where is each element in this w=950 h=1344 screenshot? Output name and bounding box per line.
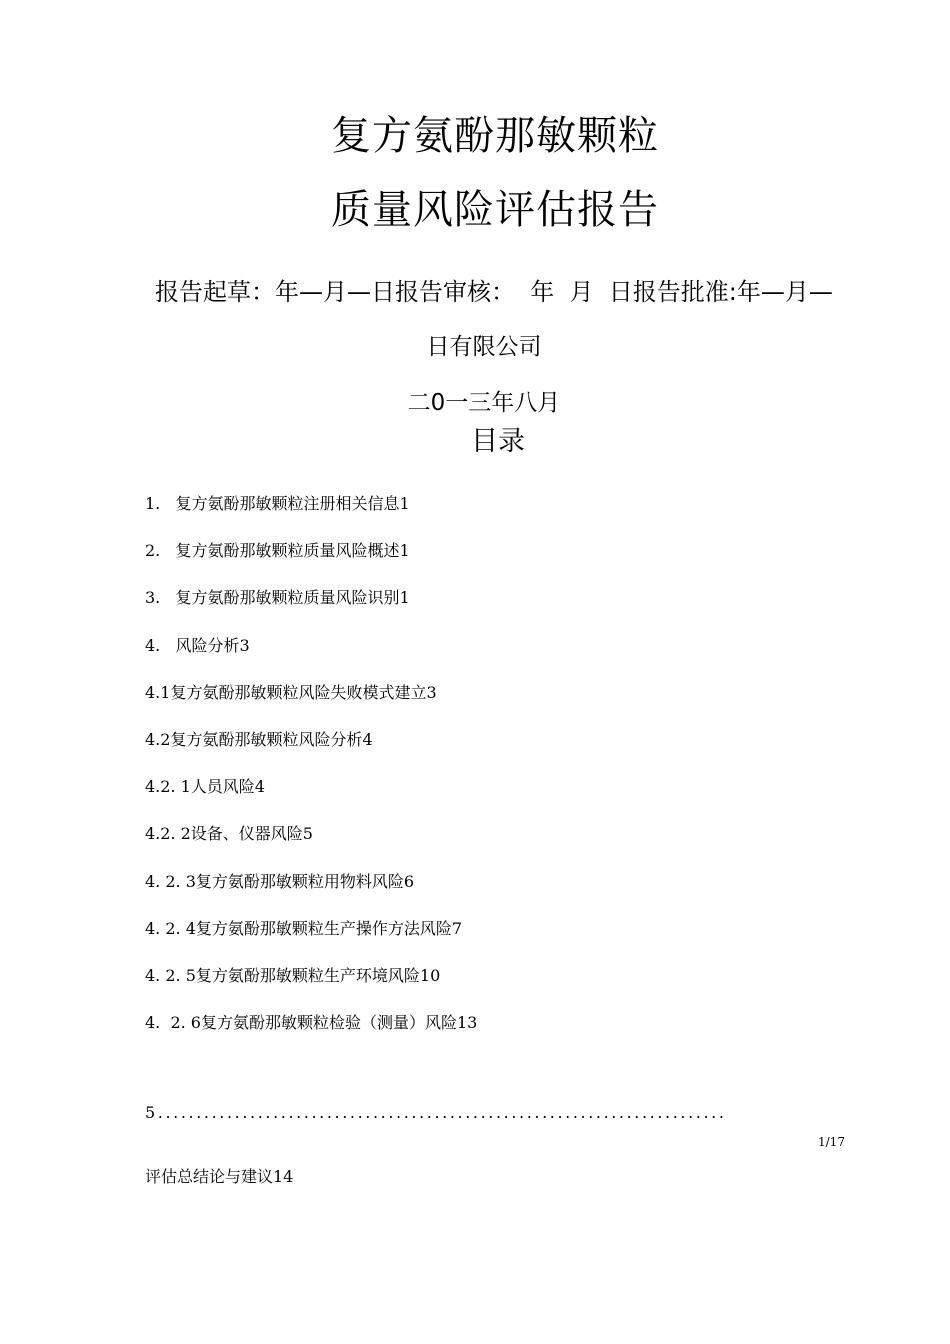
- toc-item-number: 4. 2. 3: [145, 871, 196, 891]
- toc-item-number: 4.: [145, 635, 176, 655]
- toc-item-text: 评估总结论与建议14: [145, 1167, 294, 1186]
- toc-title: 目录: [471, 426, 525, 457]
- toc-item-number: 4.2. 1: [145, 777, 191, 797]
- toc-item[interactable]: [145, 494, 845, 541]
- sign-review: 报告审核： 年 月 日: [395, 278, 633, 306]
- company-name: 日有限公司: [426, 334, 542, 360]
- toc-item-text: 复方氨酚那敏颗粒质量风险概述1: [175, 541, 410, 561]
- toc-item-text: 复方氨酚那敏颗粒质量风险识别1: [175, 588, 410, 608]
- toc-item-number: 3.: [145, 588, 176, 608]
- toc-item[interactable]: [145, 1013, 845, 1060]
- toc-item[interactable]: [145, 824, 845, 871]
- toc-item-number: 1.: [145, 494, 176, 513]
- signature-line: [155, 280, 833, 304]
- toc-item-number: 4.2. 2: [145, 824, 191, 844]
- toc-item-text: 复方氨酚那敏颗粒用物料风险6: [195, 871, 415, 891]
- document-date: 二0一三年八月: [407, 390, 561, 416]
- toc-item-number: 4.1: [145, 682, 171, 702]
- toc-item-text: 复方氨酚那敏颗粒生产环境风险10: [195, 965, 441, 985]
- toc-item-last[interactable]: [145, 1063, 727, 1227]
- toc-item[interactable]: [145, 683, 845, 730]
- toc-item-text: 复方氨酚那敏颗粒检验（测量）风险13: [200, 1013, 478, 1033]
- toc-item[interactable]: [145, 777, 845, 824]
- toc-item-text: 复方氨酚那敏颗粒风险分析4: [170, 729, 373, 749]
- toc-item-text: 设备、仪器风险5: [190, 824, 313, 844]
- toc-item-text: 复方氨酚那敏颗粒生产操作方法风险7: [195, 918, 463, 938]
- toc-item[interactable]: [145, 541, 845, 588]
- toc-item-number: 4. 2. 5: [145, 965, 196, 985]
- toc-item-text: 风险分析3: [175, 635, 250, 655]
- toc-dot-leader: 5..........................................................................: [145, 1103, 727, 1122]
- toc-item-text: 复方氨酚那敏颗粒风险失败模式建立3: [170, 682, 437, 702]
- table-of-contents: [145, 494, 845, 1060]
- toc-item[interactable]: [145, 872, 845, 919]
- toc-item[interactable]: [145, 919, 845, 966]
- toc-item[interactable]: [145, 588, 845, 635]
- sign-draft: 报告起草：年—月—日: [155, 278, 395, 306]
- toc-item-number: 4.2: [145, 729, 171, 749]
- document-title-line2: 质量风险评估报告: [331, 187, 659, 233]
- sign-approve: 报告批准:年—月—: [632, 278, 833, 306]
- toc-item-text: 复方氨酚那敏颗粒注册相关信息1: [175, 494, 410, 513]
- toc-item[interactable]: [145, 966, 845, 1013]
- toc-item-number: 4. 2. 4: [145, 918, 196, 938]
- page-number: 1/17: [818, 1135, 845, 1149]
- toc-item[interactable]: [145, 730, 845, 777]
- document-title-line1: 复方氨酚那敏颗粒: [331, 113, 659, 159]
- toc-item-number: 4. 2. 6: [145, 1013, 201, 1033]
- toc-item-text: 人员风险4: [190, 777, 265, 797]
- toc-item[interactable]: [145, 636, 845, 683]
- toc-item-number: 2.: [145, 541, 176, 561]
